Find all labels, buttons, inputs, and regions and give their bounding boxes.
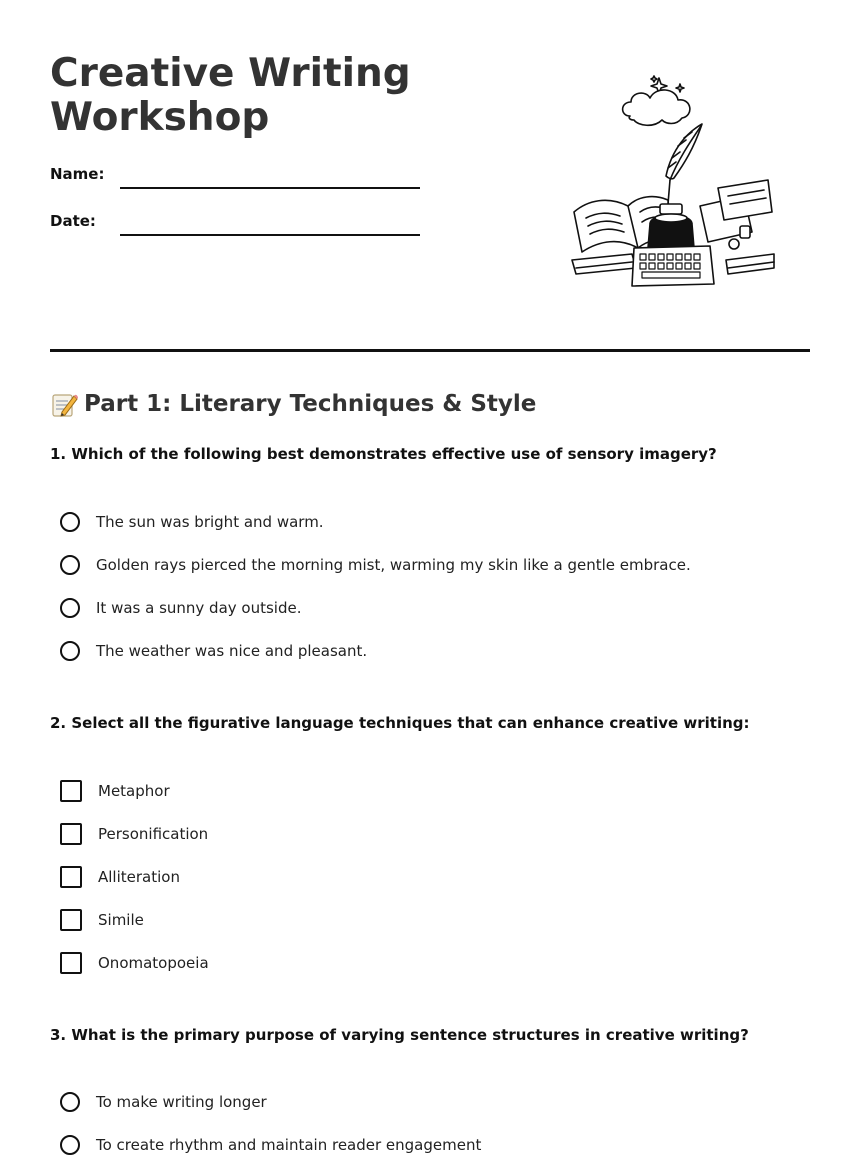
- page-title: [50, 52, 470, 140]
- question-1-option-3[interactable]: [60, 595, 301, 621]
- radio-button[interactable]: [60, 641, 80, 661]
- date-field: [50, 212, 420, 238]
- question-2-option-5[interactable]: [60, 950, 209, 976]
- memo-icon: [50, 390, 78, 418]
- question-2-option-1[interactable]: [60, 778, 170, 804]
- checkbox[interactable]: [60, 823, 82, 845]
- radio-button[interactable]: [60, 512, 80, 532]
- section-1-title: [50, 388, 536, 420]
- name-input-line[interactable]: [120, 187, 420, 189]
- radio-button[interactable]: [60, 1092, 80, 1112]
- question-2-option-4[interactable]: [60, 907, 144, 933]
- section-1-title-text: Part 1: Literary Techniques & Style: [84, 391, 537, 417]
- option-label: It was a sunny day outside.: [96, 599, 302, 617]
- question-3-option-2[interactable]: [60, 1132, 481, 1158]
- question-1-option-1[interactable]: [60, 509, 324, 535]
- option-label: To make writing longer: [96, 1093, 267, 1111]
- checkbox[interactable]: [60, 952, 82, 974]
- radio-button[interactable]: [60, 598, 80, 618]
- question-1-option-4[interactable]: [60, 638, 367, 664]
- option-label: Onomatopoeia: [98, 954, 209, 972]
- title-line-1: Creative Writing: [50, 51, 411, 96]
- checkbox[interactable]: [60, 780, 82, 802]
- question-1-option-2[interactable]: [60, 552, 691, 578]
- header-divider: [50, 349, 810, 352]
- option-label: Golden rays pierced the morning mist, warming my skin like a gentle embrace.: [96, 556, 691, 574]
- question-2: 2. Select all the figurative language techniques that can enhance creative writing:: [50, 714, 750, 732]
- name-label: Name:: [50, 165, 105, 183]
- date-input-line[interactable]: [120, 234, 420, 236]
- question-3-option-1[interactable]: [60, 1089, 267, 1115]
- radio-button[interactable]: [60, 1135, 80, 1155]
- checkbox[interactable]: [60, 866, 82, 888]
- radio-button[interactable]: [60, 555, 80, 575]
- option-label: Personification: [98, 825, 209, 843]
- title-line-2: Workshop: [50, 95, 270, 140]
- question-2-option-3[interactable]: [60, 864, 180, 890]
- option-label: To create rhythm and maintain reader engagement: [96, 1136, 482, 1154]
- question-1: 1. Which of the following best demonstrates effective use of sensory imagery?: [50, 445, 717, 463]
- option-label: The weather was nice and pleasant.: [96, 642, 368, 660]
- date-label: Date:: [50, 212, 96, 230]
- option-label: The sun was bright and warm.: [96, 513, 324, 531]
- writing-tools-illustration: [568, 72, 778, 294]
- option-label: Alliteration: [98, 868, 180, 886]
- option-label: Metaphor: [98, 782, 170, 800]
- option-label: Simile: [98, 911, 144, 929]
- question-3: 3. What is the primary purpose of varying sentence structures in creative writing?: [50, 1026, 749, 1044]
- name-field: [50, 165, 420, 191]
- question-2-option-2[interactable]: [60, 821, 208, 847]
- checkbox[interactable]: [60, 909, 82, 931]
